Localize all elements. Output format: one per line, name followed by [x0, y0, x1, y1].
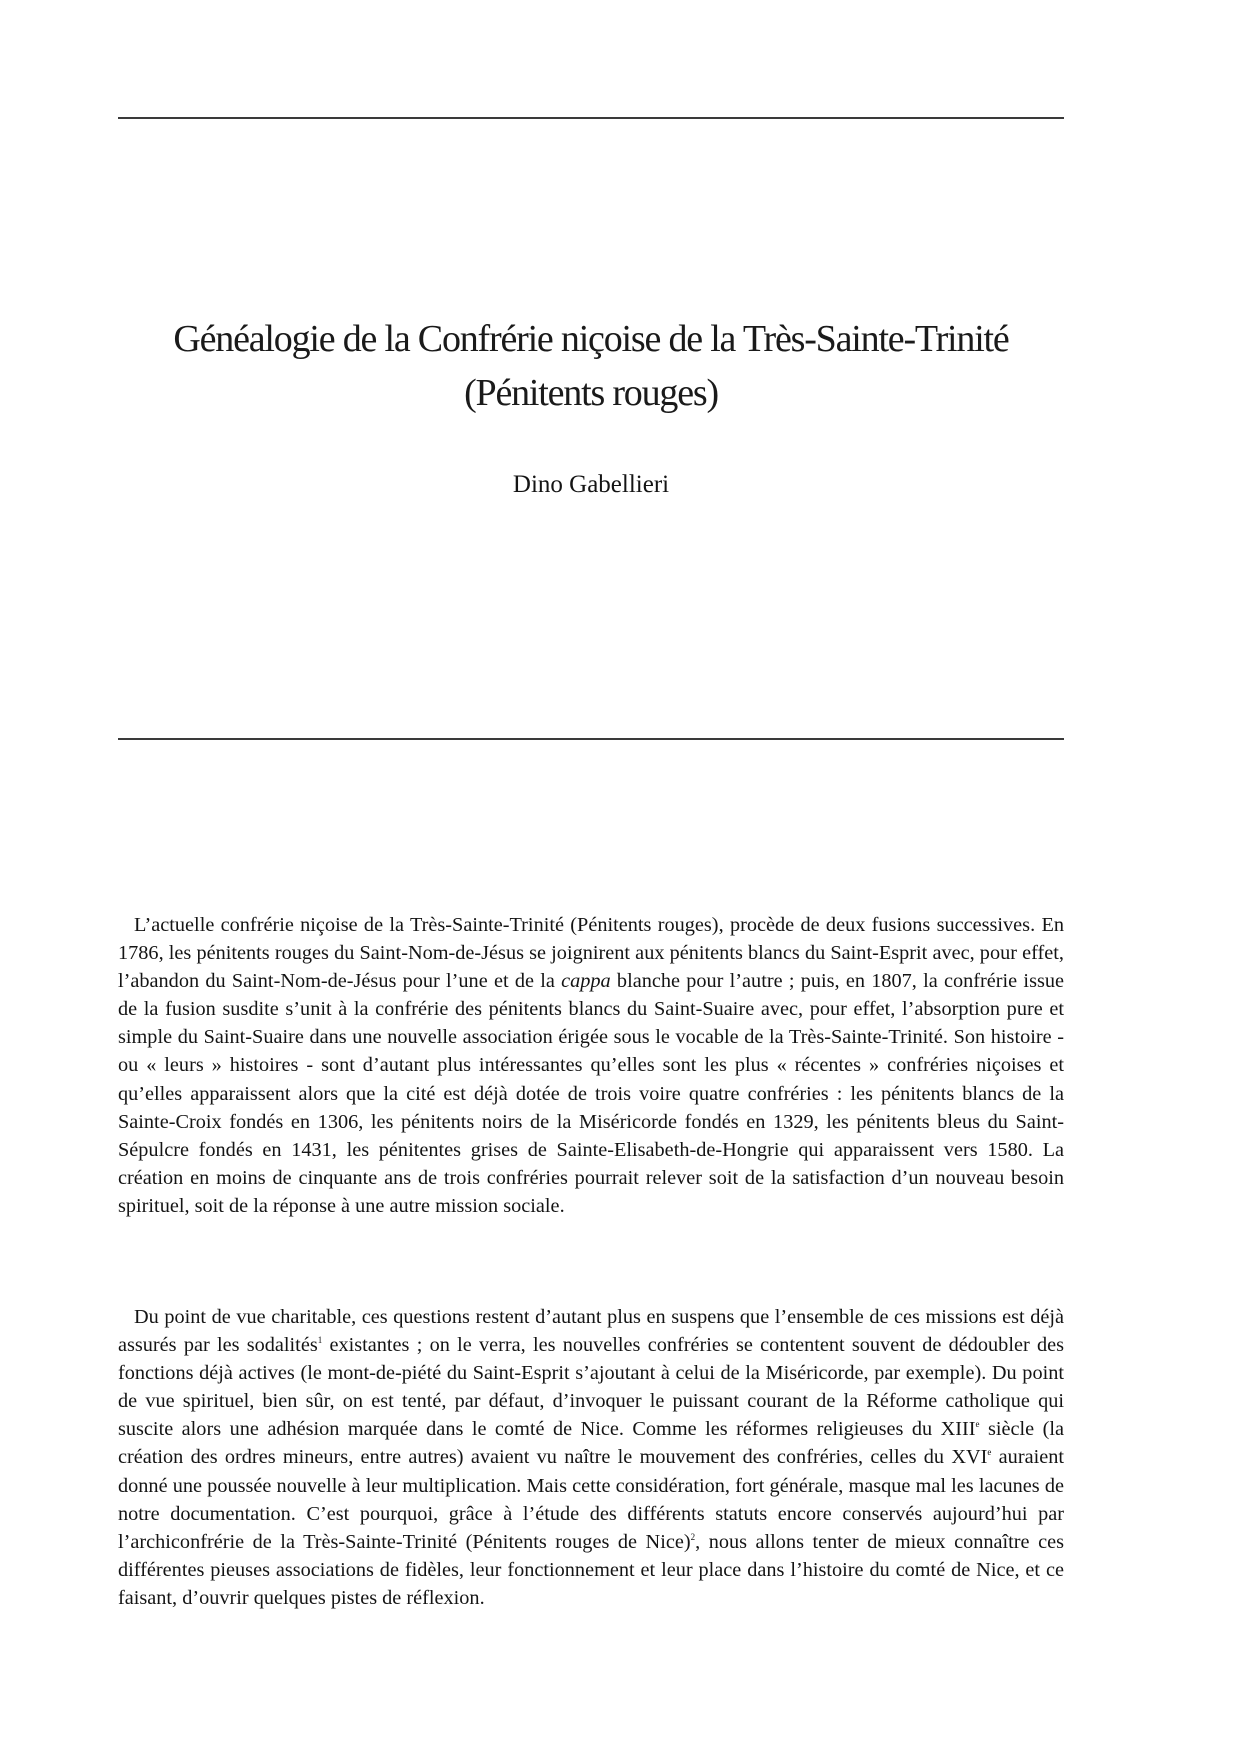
footnote-ref-2[interactable]: 2: [690, 1531, 696, 1542]
bottom-rule: [118, 738, 1064, 740]
title-line-1: Généalogie de la Confrérie niçoise de la Très-Sainte-Trinité: [173, 318, 1009, 360]
paragraph-1: [118, 911, 1064, 1220]
century-superscript-1: e: [975, 1419, 980, 1430]
paragraph-1-text-b: blanche pour l’autre ; puis, en 1807, la confrérie issue de la fusion susdite s’unit à la confrérie des pénitents blancs du Saint-Suaire avec, pour effet, l’absorption pure et simple du Saint-Suaire dans une nouvelle association érigée sous le vocable de la Très-Sainte-Trinité. Son histoire - ou « leurs » histoires - sont d’autant plus intéressantes qu’elles sont les plus « récentes » confréries niçoises et qu’elles apparaissent alors que la cité est déjà dotée de trois voire quatre confréries : les pénitents blancs de la Sainte-Croix fondés en 1306, les pénitents noirs de la Miséricorde fondés en 1329, les pénitents bleus du Saint-Sépulcre fondés en 1431, les pénitentes grises de Sainte-Elisabeth-de-Hongrie qui apparaissent vers 1580. La création en moins de cinquante ans de trois confréries pourrait relever soit de la satisfaction d’un nouveau besoin spirituel, soit de la réponse à une autre mission sociale.: [118, 970, 1064, 1217]
author-name: Dino Gabellieri: [512, 471, 670, 498]
paragraph-2-text-e: , nous allons tenter de mieux connaître ces différentes pieuses associations de fidèles, leur fonctionnement et leur place dans l’histoire du comté de Nice, et ce faisant, d’ouvrir quelques pistes de réflexion.: [118, 1530, 1064, 1609]
top-rule: [118, 117, 1064, 119]
century-superscript-2: e: [987, 1447, 992, 1458]
italic-term: cappa: [561, 970, 611, 993]
article-title: [118, 312, 1064, 420]
paragraph-2-text-a: Du point de vue charitable, ces questions restent d’autant plus en suspens que l’ensemble de ces missions est déjà assurés par les sodalités: [118, 1306, 1064, 1357]
footnote-ref-1[interactable]: 1: [317, 1335, 323, 1346]
paragraph-2-text-c: siècle (la création des ordres mineurs, entre autres) avaient vu naître le mouvement des confréries, celles du XVI: [118, 1418, 1065, 1469]
paragraph-2-text-b: existantes ; on le verra, les nouvelles confréries se contentent souvent de dédoubler des fonctions déjà actives (le mont-de-piété du Saint-Esprit s’ajoutant à celui de la Miséricorde, par exemple). Du point de vue spirituel, bien sûr, on est tenté, par défaut, d’invoquer le puissant courant de la Réforme catholique qui suscite alors une adhésion marquée dans le comté de Nice. Comme les réformes religieuses du XIII: [118, 1334, 1064, 1441]
title-line-2: (Pénitents rouges): [464, 372, 718, 414]
paragraph-1-text-a: L’actuelle confrérie niçoise de la Très-Sainte-Trinité (Pénitents rouges), procède de deux fusions successives. En 1786, les pénitents rouges du Saint-Nom-de-Jésus se joignirent aux pénitents blancs du Saint-Esprit avec, pour effet, l’abandon du Saint-Nom-de-Jésus pour l’une et de la: [118, 914, 1064, 993]
paragraph-2: [118, 1303, 1064, 1612]
paragraph-2-text-d: auraient donné une poussée nouvelle à leur multiplication. Mais cette considération, fort générale, masque mal les lacunes de notre documentation. C’est pourquoi, grâce à l’étude des différents statuts encore conservés aujourd’hui par l’archiconfrérie de la Très-Sainte-Trinité (Pénitents rouges de Nice): [118, 1446, 1064, 1553]
